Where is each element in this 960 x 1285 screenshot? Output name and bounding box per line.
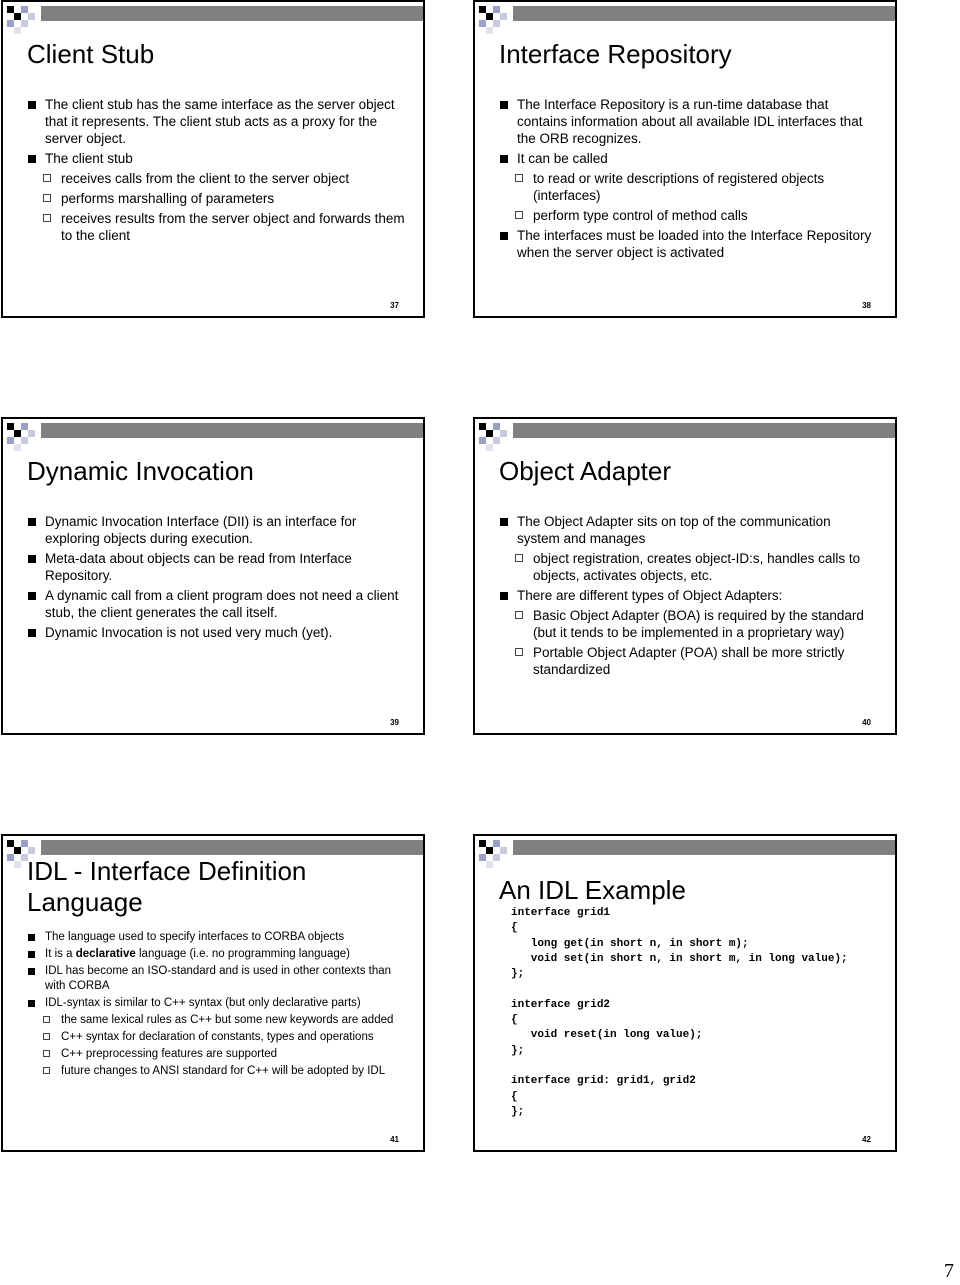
header-square: [479, 6, 486, 13]
header-square: [21, 423, 28, 430]
header-square: [493, 854, 500, 861]
bullet-item: It can be called: [499, 150, 877, 167]
header-square: [7, 840, 14, 847]
slide-client-stub: [1, 0, 425, 318]
bullet-text: It is a: [45, 948, 76, 960]
header-decoration: [479, 840, 513, 864]
sub-bullet-item: receives calls from the client to the server object: [27, 170, 405, 187]
slide-idl-definition: [1, 834, 425, 1152]
header-decoration: [479, 6, 513, 30]
bullet-list: [27, 930, 405, 1081]
header-square: [486, 861, 493, 868]
bullet-item: [27, 947, 405, 962]
header-square: [28, 430, 35, 437]
slide-dynamic-invocation: [1, 417, 425, 735]
code-line: };: [511, 968, 525, 981]
slide-number: 42: [862, 1135, 871, 1144]
sub-bullet-item: C++ syntax for declaration of constants, types and operations: [27, 1030, 405, 1045]
bullet-list: [499, 96, 877, 264]
bullet-item: The Interface Repository is a run-time database that contains information about all available IDL interfaces that the ORB recognizes.: [499, 96, 877, 147]
code-line: [511, 982, 848, 997]
header-square: [21, 6, 28, 13]
header-square: [486, 27, 493, 34]
slide-number: 41: [390, 1135, 399, 1144]
slide-number: 37: [390, 301, 399, 310]
slide-title: IDL - Interface Definition Language: [27, 856, 307, 917]
page-number: 7: [944, 1260, 954, 1282]
header-square: [479, 437, 486, 444]
slide-number: 38: [862, 301, 871, 310]
bullet-item: The client stub has the same interface as the server object that it represents. The client stub acts as a proxy for the server object.: [27, 96, 405, 147]
header-decoration: [7, 423, 41, 447]
sub-bullet-item: to read or write descriptions of registered objects (interfaces): [499, 170, 877, 204]
header-square: [479, 423, 486, 430]
code-line: void reset(in long value);: [511, 1029, 703, 1042]
bullet-list: [499, 513, 877, 681]
code-line: void set(in short n, in short m, in long value);: [511, 952, 848, 965]
header-square: [21, 437, 28, 444]
header-bar: [513, 840, 895, 855]
header-square: [493, 437, 500, 444]
header-bar: [41, 423, 423, 438]
code-line: {: [511, 922, 518, 935]
header-square: [500, 13, 507, 20]
slide-object-adapter: [473, 417, 897, 735]
header-bar: [513, 423, 895, 438]
header-square: [7, 437, 14, 444]
header-square: [7, 854, 14, 861]
bullet-item: The Object Adapter sits on top of the communication system and manages: [499, 513, 877, 547]
bullet-item: The language used to specify interfaces to CORBA objects: [27, 930, 405, 945]
bullet-list: [27, 96, 405, 247]
sub-bullet-item: future changes to ANSI standard for C++ will be adopted by IDL: [27, 1064, 405, 1079]
code-line: interface grid1: [511, 907, 611, 919]
code-line: [511, 1059, 848, 1074]
code-block: [511, 906, 848, 1120]
header-square: [14, 444, 21, 451]
header-square: [479, 854, 486, 861]
bullet-item: Meta-data about objects can be read from Interface Repository.: [27, 550, 405, 584]
header-square: [486, 430, 493, 437]
code-line: {: [511, 1014, 518, 1027]
sub-bullet-item: the same lexical rules as C++ but some new keywords are added: [27, 1013, 405, 1028]
header-square: [493, 423, 500, 430]
bullet-item: IDL has become an ISO-standard and is used in other contexts than with CORBA: [27, 964, 405, 994]
header-square: [479, 20, 486, 27]
slide-title: Client Stub: [27, 39, 155, 69]
bullet-item: The client stub: [27, 150, 405, 167]
slide-interface-repository: [473, 0, 897, 318]
header-square: [14, 847, 21, 854]
emphasis-text: declarative: [75, 948, 136, 960]
header-square: [7, 6, 14, 13]
header-decoration: [7, 6, 41, 30]
header-square: [500, 430, 507, 437]
sub-bullet-item: performs marshalling of parameters: [27, 190, 405, 207]
header-square: [21, 20, 28, 27]
bullet-text: language (i.e. no programming language): [135, 948, 350, 960]
slide-number: 39: [390, 718, 399, 727]
code-line: long get(in short n, in short m);: [511, 937, 749, 950]
sub-bullet-item: Basic Object Adapter (BOA) is required by the standard (but it tends to be implemented in a proprietary way): [499, 607, 877, 641]
header-bar: [41, 840, 423, 855]
slide-title: Interface Repository: [499, 39, 732, 69]
header-square: [28, 847, 35, 854]
header-square: [493, 840, 500, 847]
code-line: interface grid: grid1, grid2: [511, 1075, 696, 1088]
slide-title: An IDL Example: [499, 875, 686, 905]
sub-bullet-item: object registration, creates object-ID:s, handles calls to objects, activates objects, etc.: [499, 550, 877, 584]
bullet-item: A dynamic call from a client program does not need a client stub, the client generates the call itself.: [27, 587, 405, 621]
header-square: [28, 13, 35, 20]
bullet-item: Dynamic Invocation Interface (DII) is an interface for exploring objects during execution.: [27, 513, 405, 547]
header-square: [500, 847, 507, 854]
slide-number: 40: [862, 718, 871, 727]
sub-bullet-item: receives results from the server object and forwards them to the client: [27, 210, 405, 244]
slide-title: Dynamic Invocation: [27, 456, 254, 486]
header-bar: [513, 6, 895, 21]
header-square: [14, 27, 21, 34]
header-square: [14, 430, 21, 437]
header-square: [493, 20, 500, 27]
code-line: {: [511, 1090, 518, 1103]
bullet-item: IDL-syntax is similar to C++ syntax (but only declarative parts): [27, 996, 405, 1011]
bullet-item: Dynamic Invocation is not used very much (yet).: [27, 624, 405, 641]
bullet-item: There are different types of Object Adapters:: [499, 587, 877, 604]
sub-bullet-item: perform type control of method calls: [499, 207, 877, 224]
header-square: [14, 861, 21, 868]
header-square: [7, 20, 14, 27]
code-line: interface grid2: [511, 998, 611, 1011]
code-line: };: [511, 1044, 525, 1057]
header-square: [14, 13, 21, 20]
header-square: [479, 840, 486, 847]
header-square: [493, 6, 500, 13]
header-square: [21, 840, 28, 847]
slide-idl-example: [473, 834, 897, 1152]
sub-bullet-item: C++ preprocessing features are supported: [27, 1047, 405, 1062]
bullet-item: The interfaces must be loaded into the Interface Repository when the server object is activated: [499, 227, 877, 261]
header-bar: [41, 6, 423, 21]
header-decoration: [479, 423, 513, 447]
header-square: [486, 13, 493, 20]
code-line: };: [511, 1105, 525, 1118]
header-square: [486, 444, 493, 451]
header-square: [7, 423, 14, 430]
bullet-list: [27, 513, 405, 644]
sub-bullet-item: Portable Object Adapter (POA) shall be more strictly standardized: [499, 644, 877, 678]
slide-title: Object Adapter: [499, 456, 671, 486]
header-square: [486, 847, 493, 854]
